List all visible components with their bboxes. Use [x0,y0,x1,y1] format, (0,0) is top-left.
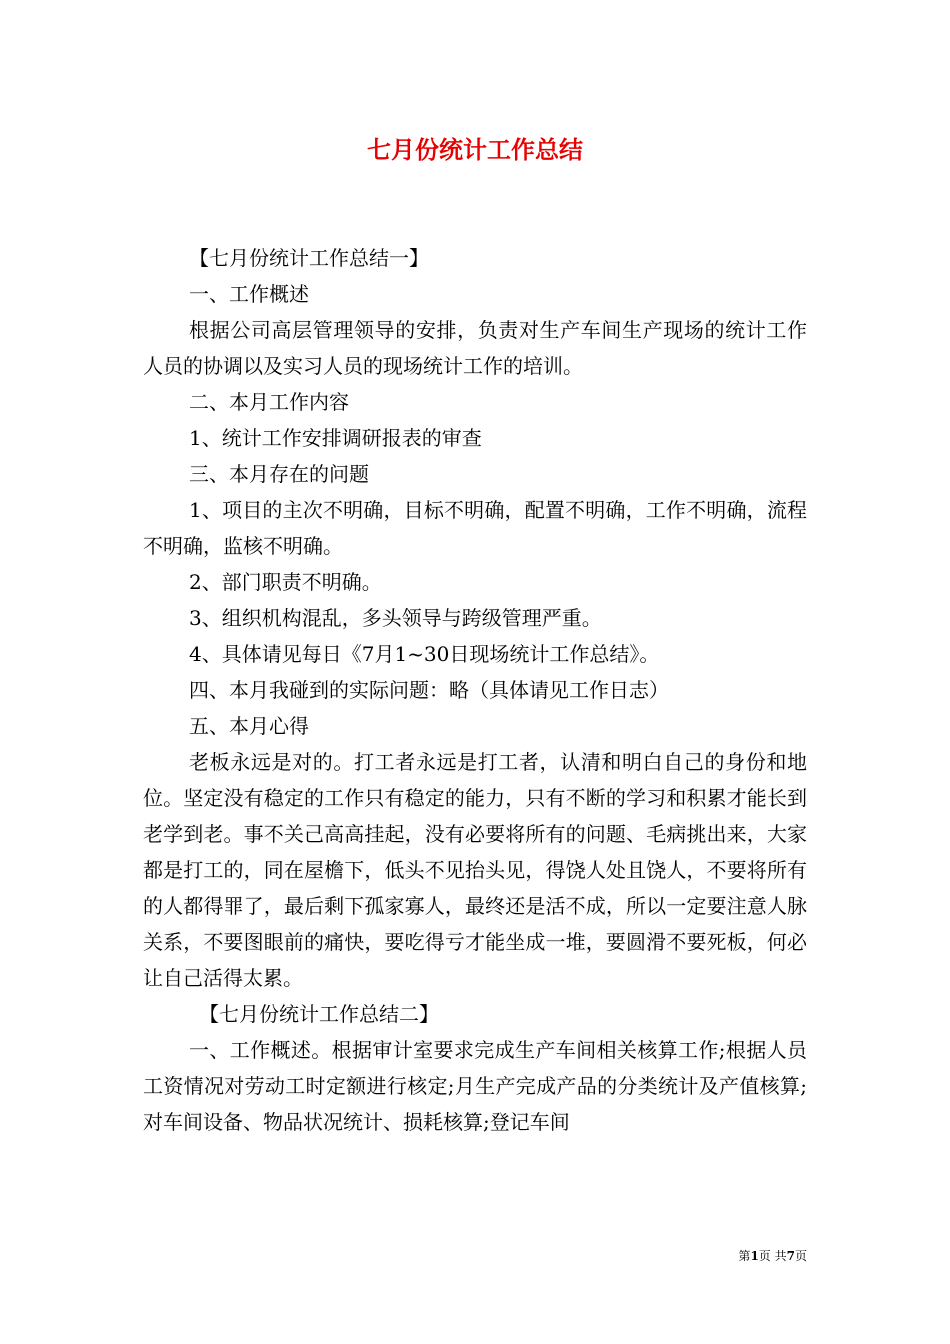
paragraph: 二、本月工作内容 [189,390,349,414]
section-heading: 【七月份统计工作总结一】 [189,246,429,270]
footer-total-pages: 7 [786,1249,795,1263]
paragraph: 3、组织机构混乱，多头领导与跨级管理严重。 [189,606,602,630]
page-title: 七月份统计工作总结 [367,135,583,164]
paragraph: 一、工作概述。根据审计室要求完成生产车间相关核算工作;根据人员工资情况对劳动工时定额进行核定;月生产完成产品的分类统计及产值核算;对车间设备、物品状况统计、损耗核算;登记车间 [143,1038,807,1134]
footer-page-number: 1 [750,1249,759,1263]
paragraph: 1、统计工作安排调研报表的审查 [189,426,482,450]
paragraph: 一、工作概述 [189,282,309,306]
paragraph: 1、项目的主次不明确，目标不明确，配置不明确，工作不明确，流程不明确，监核不明确。 [143,498,807,558]
section-heading: 【七月份统计工作总结二】 [199,1002,439,1026]
paragraph: 根据公司高层管理领导的安排，负责对生产车间生产现场的统计工作人员的协调以及实习人员的现场统计工作的培训。 [143,318,807,378]
paragraph: 四、本月我碰到的实际问题：略（具体请见工作日志） [189,678,669,702]
paragraph: 五、本月心得 [189,714,309,738]
paragraph: 4、具体请见每日《7月1~30日现场统计工作总结》。 [189,642,660,666]
footer-middle: 页 共 [758,1249,787,1263]
paragraph: 老板永远是对的。打工者永远是打工者，认清和明白自己的身份和地位。坚定没有稳定的工作只有稳定的能力，只有不断的学习和积累才能长到老学到老。事不关己高高挂起，没有必要将所有的问题、毛病挑出来，大家都是打工的，同在屋檐下，低头不见抬头见，得饶人处且饶人，不要将所有的人都得罪了，最后剩下孤家寡人，最终还是活不成，所以一定要注意人脉关系，不要图眼前的痛快，要吃得亏才能坐成一堆，要圆滑不要死板，何必让自己活得太累。 [143,750,807,990]
paragraph: 三、本月存在的问题 [189,462,369,486]
page-footer [738,1248,807,1264]
paragraph: 2、部门职责不明确。 [189,570,382,594]
document-body [143,240,807,1140]
footer-prefix: 第 [738,1249,751,1263]
footer-suffix: 页 [794,1249,807,1263]
